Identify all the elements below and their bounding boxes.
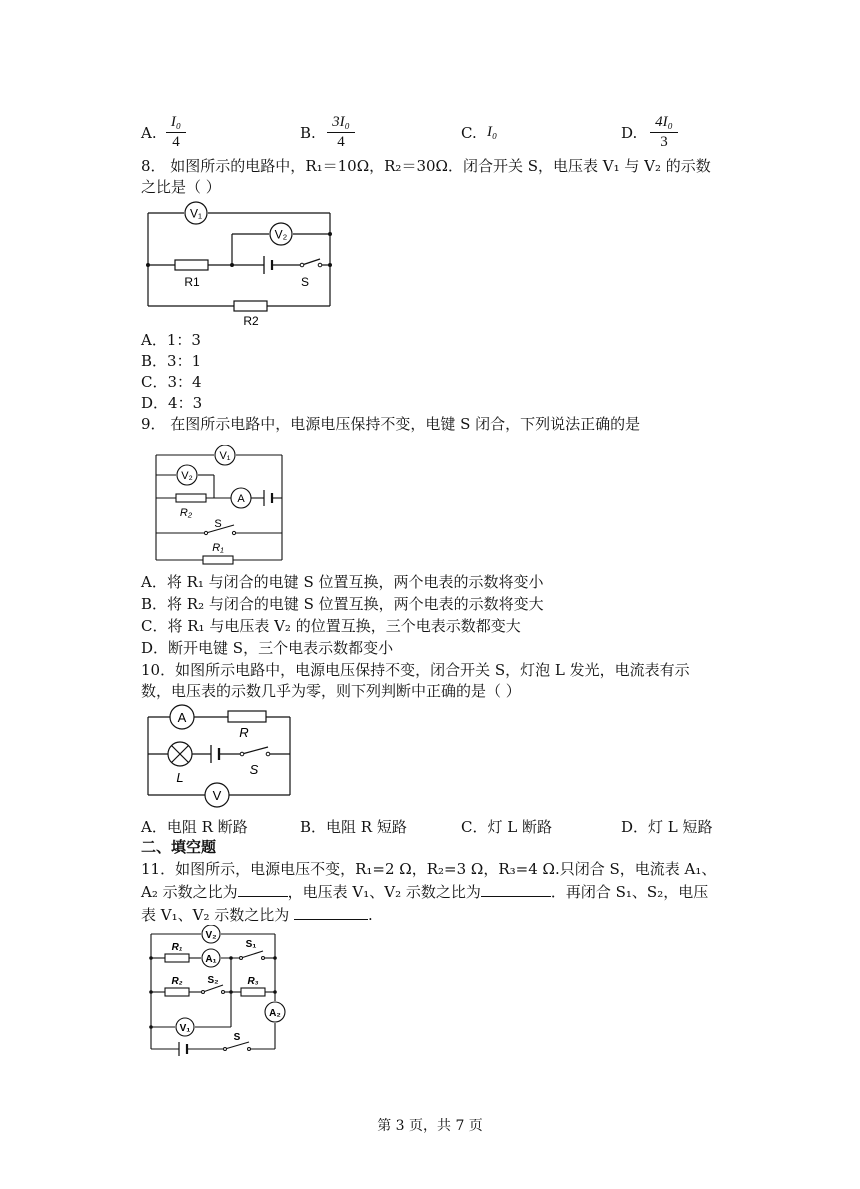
q10-option-c: C．灯 L 断路 xyxy=(461,818,552,836)
q8-fig-r1-label: R1 xyxy=(184,275,200,289)
q7-option-a-fraction xyxy=(166,114,186,151)
q11-line2-part2: ，电压表 V₁、V₂ 示数之比为 xyxy=(287,883,481,901)
q7-option-a-label: A. xyxy=(141,124,157,142)
q10-fig-a-label: A xyxy=(177,710,187,725)
q11-blank-1[interactable] xyxy=(238,896,288,897)
q8-fig-s-label: S xyxy=(300,275,310,289)
q7-option-a-numerator: I₀ xyxy=(170,114,182,130)
q11-fig-r3-label: R₃ xyxy=(247,976,259,987)
q7-option-d-fraction xyxy=(650,114,678,151)
q8-stem-line1: 8． 如图所示的电路中，R₁＝10Ω，R₂＝30Ω．闭合开关 S，电压表 V₁ 与 V₂ 的示数 xyxy=(141,157,711,175)
q7-option-b-numerator: 3I₀ xyxy=(332,114,350,130)
q11-circuit-diagram xyxy=(145,925,295,1057)
page-footer: 第 3 页，共 7 页 xyxy=(377,1118,483,1134)
q11-fig-v2-label: V₂ xyxy=(205,930,217,941)
q7-option-d-label: D. xyxy=(621,124,638,142)
q8-stem-line2: 之比是（ ） xyxy=(141,178,221,196)
q8-option-b: B．3：1 xyxy=(141,352,202,370)
q8-fig-r2-label: R2 xyxy=(243,314,259,328)
q9-option-b: B．将 R₂ 与闭合的电键 S 位置互换，两个电表的示数将变大 xyxy=(141,595,544,613)
q7-option-d-denominator: 3 xyxy=(660,134,668,150)
q7-option-c-label: C. xyxy=(461,124,477,142)
q10-option-a: A．电阻 R 断路 xyxy=(141,818,248,836)
q11-fig-r2-label: R₂ xyxy=(171,976,183,987)
q9-fig-r2-label: R₂ xyxy=(179,507,193,519)
q9-option-c: C．将 R₁ 与电压表 V₂ 的位置互换，三个电表示数都变大 xyxy=(141,617,521,635)
q8-option-d: D．4：3 xyxy=(141,394,203,412)
q11-line3-part1: 表 V₁、V₂ 示数之比为 xyxy=(141,906,294,924)
section-title-fill-in: 二、填空题 xyxy=(141,838,217,856)
q7-option-d-numerator: 4I₀ xyxy=(655,114,673,130)
q8-circuit-diagram xyxy=(140,198,340,333)
q8-fig-v1-label: V₁ xyxy=(189,206,203,221)
q7-option-a-denominator: 4 xyxy=(172,134,180,150)
q7-option-b-denominator: 4 xyxy=(337,134,345,150)
q9-fig-v2-label: V₂ xyxy=(181,470,193,482)
q10-option-d: D．灯 L 短路 xyxy=(621,818,713,836)
q11-fig-s2-label: S₂ xyxy=(207,975,219,986)
q11-blank-2[interactable] xyxy=(481,896,551,897)
q9-option-d: D．断开电键 S，三个电表示数都变小 xyxy=(141,639,394,657)
q11-fig-s-label: S xyxy=(233,1032,241,1043)
q9-stem-line1: 9． 在图所示电路中，电源电压保持不变，电键 S 闭合，下列说法正确的是 xyxy=(141,415,641,433)
q7-option-b-fraction xyxy=(327,114,355,151)
q9-fig-r1-label: R₁ xyxy=(212,542,224,554)
q10-fig-s-label: S xyxy=(249,762,259,777)
q11-line3-part2: . xyxy=(368,906,373,924)
q8-option-a: A．1：3 xyxy=(141,331,201,349)
q10-stem-line2: 数，电压表的示数几乎为零，则下列判断中正确的是（ ） xyxy=(141,682,521,700)
q10-circuit-diagram xyxy=(140,700,300,812)
q10-stem-line1: 10．如图所示电路中，电源电压保持不变，闭合开关 S，灯泡 L 发光，电流表有示 xyxy=(141,661,690,679)
q11-stem-line3 xyxy=(141,905,373,925)
q7-option-c-text: I₀ xyxy=(487,124,498,140)
q8-fig-v2-label: V₂ xyxy=(274,227,288,242)
q11-fig-v1-label: V₁ xyxy=(179,1023,191,1034)
q11-line2-part1: A₂ 示数之比为 xyxy=(141,883,238,901)
q8-option-c: C．3：4 xyxy=(141,373,202,391)
q9-option-a: A．将 R₁ 与闭合的电键 S 位置互换，两个电表的示数将变小 xyxy=(141,573,544,591)
q11-line2-part3: ．再闭合 S₁、S₂，电压 xyxy=(550,883,709,901)
q11-fig-r1-label: R₁ xyxy=(171,942,183,953)
q11-stem-line1: 11．如图所示，电源电压不变，R₁=2 Ω，R₂=3 Ω，R₃=4 Ω.只闭合 S，电流表 A₁、 xyxy=(141,860,717,878)
q9-fig-s-label: S xyxy=(214,518,222,530)
q11-fig-a2-label: A₂ xyxy=(269,1008,281,1019)
q11-fig-s1-label: S₁ xyxy=(245,939,257,950)
q10-fig-r-label: R xyxy=(239,725,249,740)
q10-fig-l-label: L xyxy=(176,770,184,785)
q9-circuit-diagram xyxy=(150,445,290,565)
q9-fig-v1-label: V₁ xyxy=(219,450,231,462)
q10-option-b: B．电阻 R 短路 xyxy=(300,818,407,836)
q7-option-b-label: B. xyxy=(300,124,316,142)
q9-fig-a-label: A xyxy=(237,493,245,505)
q11-stem-line2 xyxy=(141,882,708,902)
q11-blank-3[interactable] xyxy=(294,919,368,920)
q10-fig-v-label: V xyxy=(212,788,222,803)
q11-fig-a1-label: A₁ xyxy=(205,954,217,965)
